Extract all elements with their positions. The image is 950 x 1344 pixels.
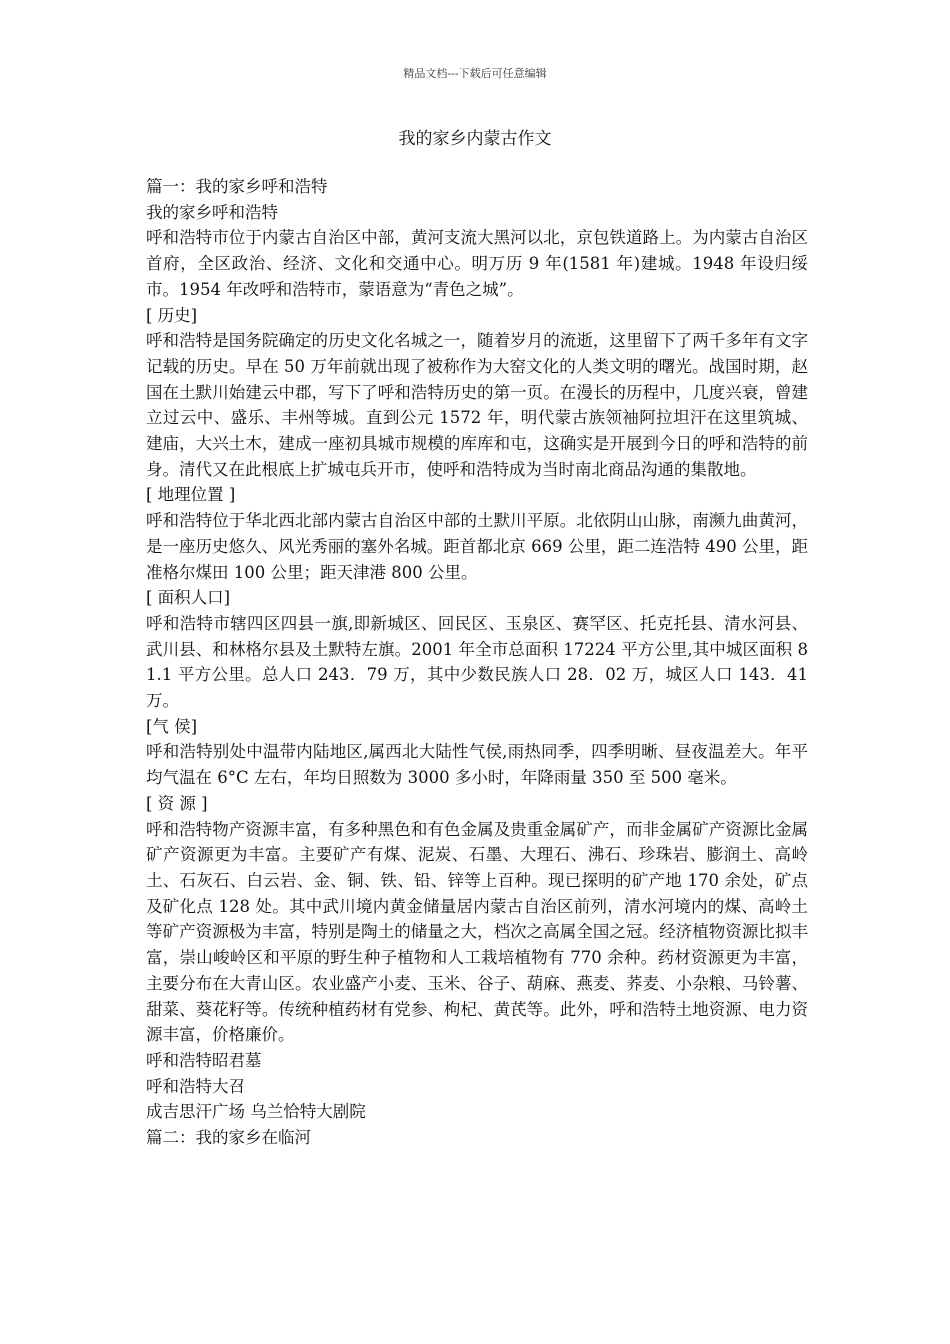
paragraph-location: 呼和浩特位于华北西北部内蒙古自治区中部的土默川平原。北依阴山山脉，南濒九曲黄河，是一座历史悠久、风光秀丽的塞外名城。距首都北京 669 公里，距二连浩特 490 公里，距准格尔煤田 100 公里；距天津港 800 公里。 <box>146 511 808 582</box>
subheading-history: [ 历史] <box>146 305 198 325</box>
caption-dazhao-temple: 呼和浩特大召 <box>146 1076 245 1096</box>
caption-zhaojun-tomb: 呼和浩特昭君墓 <box>146 1050 262 1070</box>
document-body <box>146 174 808 1151</box>
document-title: 我的家乡内蒙古作文 <box>398 129 552 149</box>
subheading-location: [ 地理位置 ] <box>146 485 236 505</box>
paragraph-intro: 呼和浩特市位于内蒙古自治区中部，黄河支流大黑河以北，京包铁道路上。为内蒙古自治区首府，全区政治、经济、文化和交通中心。明万历 9 年(1581 年)建城。1948 年设归绥市。1954 年改呼和浩特市，蒙语意为“青色之城”。 <box>146 228 808 299</box>
paragraph-resources: 呼和浩特物产资源丰富，有多种黑色和有色金属及贵重金属矿产，而非金属矿产资源比金属矿产资源更为丰富。主要矿产有煤、泥炭、石墨、大理石、沸石、珍珠岩、膨润土、高岭土、石灰石、白云岩、金、铜、铁、铅、锌等上百种。现已探明的矿产地 170 余处，矿点及矿化点 128 处。其中武川境内黄金储量居内蒙古自治区前列，清水河境内的煤、高岭土等矿产资源极为丰富，特别是陶土的储量之大，档次之高属全国之冠。经济植物资源比拟丰富，崇山峻岭区和平原的野生种子植物和人工栽培植物有 770 余种。药材资源更为丰富，主要分布在大青山区。农业盛产小麦、玉米、谷子、葫麻、燕麦、荞麦、小杂粮、马铃薯、甜菜、葵花籽等。传统种植药材有党参、枸杞、黄芪等。此外，呼和浩特土地资源、电力资源丰富，价格廉价。 <box>146 819 808 1045</box>
paragraph-area-population: 呼和浩特市辖四区四县一旗,即新城区、回民区、玉泉区、赛罕区、托克托县、清水河县、武川县、和林格尔县及土默特左旗。2001 年全市总面积 17224 平方公里,其中城区面积 81.1 平方公里。总人口 243．79 万，其中少数民族人口 28．02 万，城区人口 143．41 万。 <box>146 613 808 711</box>
section-heading: 篇一：我的家乡呼和浩特 <box>146 177 328 196</box>
subheading-resources: [ 资 源 ] <box>146 793 208 813</box>
paragraph-climate: 呼和浩特别处中温带内陆地区,属西北大陆性气侯,雨热同季，四季明晰、昼夜温差大。年平均气温在 6°C 左右，年均日照数为 3000 多小时，年降雨量 350 至 500 毫米。 <box>146 742 808 788</box>
caption-genghis-square: 成吉思汗广场 乌兰恰特大剧院 <box>146 1102 366 1122</box>
subheading-climate: [气 侯] <box>146 716 198 736</box>
page-header: 精品文档---下载后可任意编辑 <box>403 67 547 80</box>
article-title: 我的家乡呼和浩特 <box>146 202 278 222</box>
paragraph-history: 呼和浩特是国务院确定的历史文化名城之一，随着岁月的流逝，这里留下了两千多年有文字记载的历史。早在 50 万年前就出现了被称作为大窑文化的人类文明的曙光。战国时期，赵国在土默川始建云中郡，写下了呼和浩特历史的第一页。在漫长的历程中，几度兴衰，曾建立过云中、盛乐、丰州等城。直到公元 1572 年，明代蒙古族领袖阿拉坦汗在这里筑城、建庙，大兴土木，建成一座初具城市规模的库库和屯，这确实是开展到今日的呼和浩特的前身。清代又在此根底上扩城屯兵开市，使呼和浩特成为当时南北商品沟通的集散地。 <box>146 331 808 479</box>
section-heading: 篇二：我的家乡在临河 <box>146 1128 311 1148</box>
subheading-area-population: [ 面积人口] <box>146 588 231 608</box>
